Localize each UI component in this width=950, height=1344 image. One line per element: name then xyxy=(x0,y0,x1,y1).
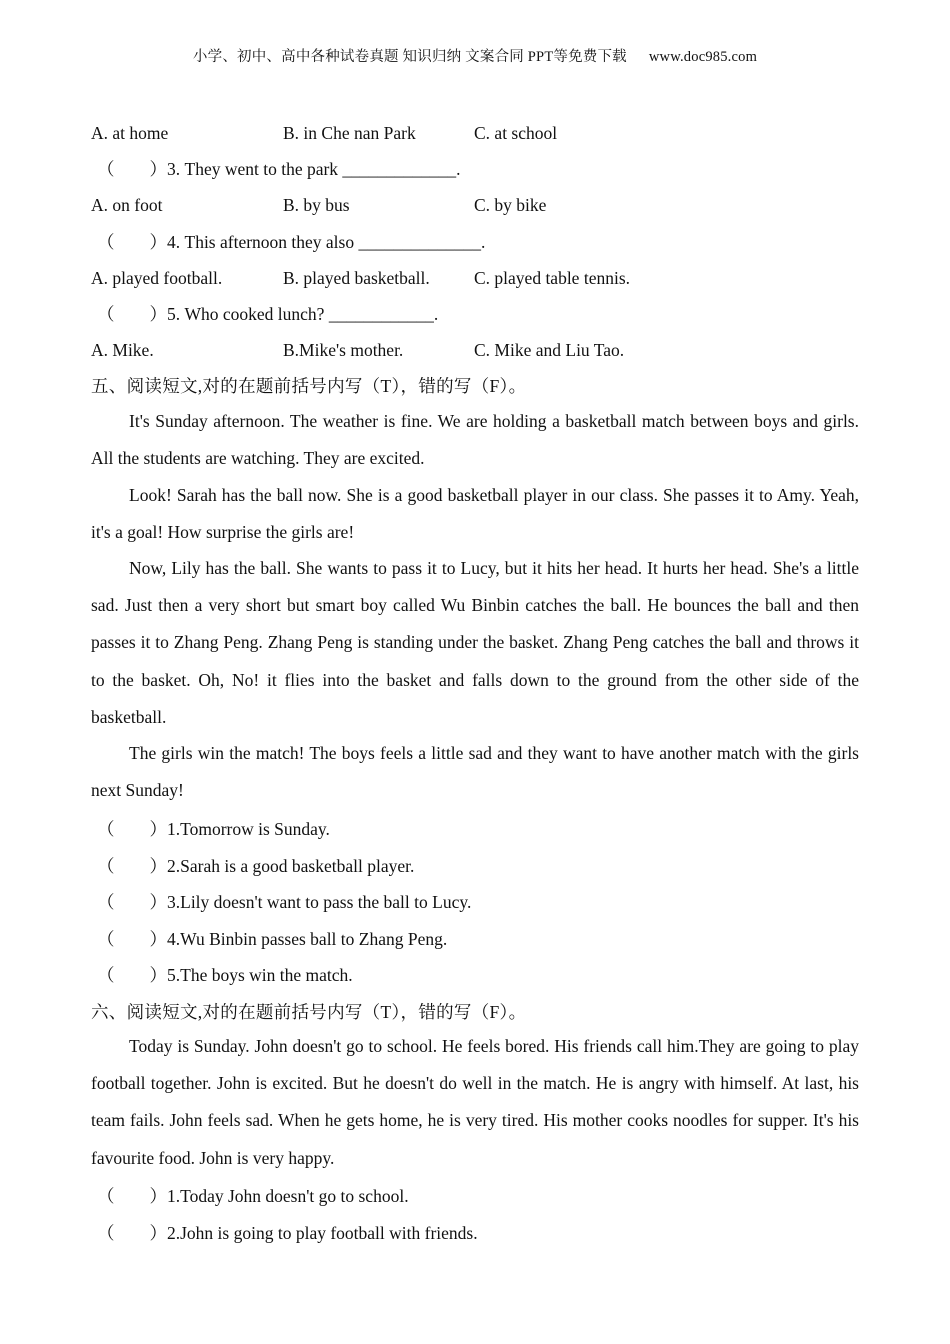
passage-6-paragraph: Today is Sunday. John doesn't go to school. He feels bored. His friends call him.They are going to play football together. John is excited. But he doesn't do well in the match. He is angry with himself. At last, his team fails. John feels sad. When he gets home, he is very tired. His mother cooks noodles for supper. It's his favourite food. John is very happy. xyxy=(91,1036,859,1168)
passage-5-paragraph-4: The girls win the match! The boys feels a little sad and they want to have another match with the girls next Sunday! xyxy=(91,743,859,801)
option-c: C. by bike xyxy=(474,195,547,215)
tf-statement-5: （ ）5.The boys win the match. xyxy=(97,965,353,985)
section-5-title: 五、阅读短文,对的在题前括号内写（T），错的写（F）。 xyxy=(91,376,527,396)
option-a: A. at home xyxy=(91,123,169,143)
option-b: B.Mike's mother. xyxy=(283,340,404,360)
tf-statement-2: （ ）2.Sarah is a good basketball player. xyxy=(97,856,415,876)
passage-5-paragraph-1: It's Sunday afternoon. The weather is fine. We are holding a basketball match between boys and girls. All the students are watching. They are excited. xyxy=(91,411,859,469)
tf-statement-1: （ ）1.Tomorrow is Sunday. xyxy=(97,819,330,839)
q5-options xyxy=(91,335,624,365)
question-4: （ ）4. This afternoon they also ______________. xyxy=(97,232,486,252)
option-c: C. at school xyxy=(474,123,558,143)
question-5: （ ）5. Who cooked lunch? ____________. xyxy=(97,304,439,324)
option-c: C. played table tennis. xyxy=(474,268,631,288)
tf-statement-2: （ ）2.John is going to play football with friends. xyxy=(97,1223,478,1243)
option-b: B. by bus xyxy=(283,195,350,215)
q2-options xyxy=(91,118,557,148)
q4-options xyxy=(91,263,630,293)
header-text: 小学、初中、高中各种试卷真题 知识归纳 文案合同 PPT等免费下载 xyxy=(192,49,627,65)
option-a: A. on foot xyxy=(91,195,163,215)
option-a: A. played football. xyxy=(91,268,223,288)
section-6-title: 六、阅读短文,对的在题前括号内写（T），错的写（F）。 xyxy=(91,1002,527,1022)
option-c: C. Mike and Liu Tao. xyxy=(474,340,625,360)
passage-5-paragraph-3: Now, Lily has the ball. She wants to pass it to Lucy, but it hits her head. It hurts her head. She's a little sad. Just then a very short but smart boy called Wu Binbin catches the ball. He bounces the ball and then passes it to Zhang Peng. Zhang Peng is standing under the basket. Zhang Peng catches the ball and throws it to the basket. Oh, No! it flies into the basket and falls down to the ground from the other side of the basketball. xyxy=(91,558,859,727)
passage-5-paragraph-2: Look! Sarah has the ball now. She is a good basketball player in our class. She passes it to Amy. Yeah, it's a goal! How surprise the girls are! xyxy=(91,485,859,543)
q3-options xyxy=(91,190,546,220)
page-header xyxy=(0,45,950,66)
tf-statement-3: （ ）3.Lily doesn't want to pass the ball to Lucy. xyxy=(97,892,472,912)
tf-statement-1: （ ）1.Today John doesn't go to school. xyxy=(97,1186,409,1206)
question-3: （ ）3. They went to the park _____________. xyxy=(97,159,461,179)
option-b: B. played basketball. xyxy=(283,268,430,288)
option-a: A. Mike. xyxy=(91,340,154,360)
option-b: B. in Che nan Park xyxy=(283,123,416,143)
header-site: www.doc985.com xyxy=(648,49,758,65)
tf-statement-4: （ ）4.Wu Binbin passes ball to Zhang Peng. xyxy=(97,929,448,949)
